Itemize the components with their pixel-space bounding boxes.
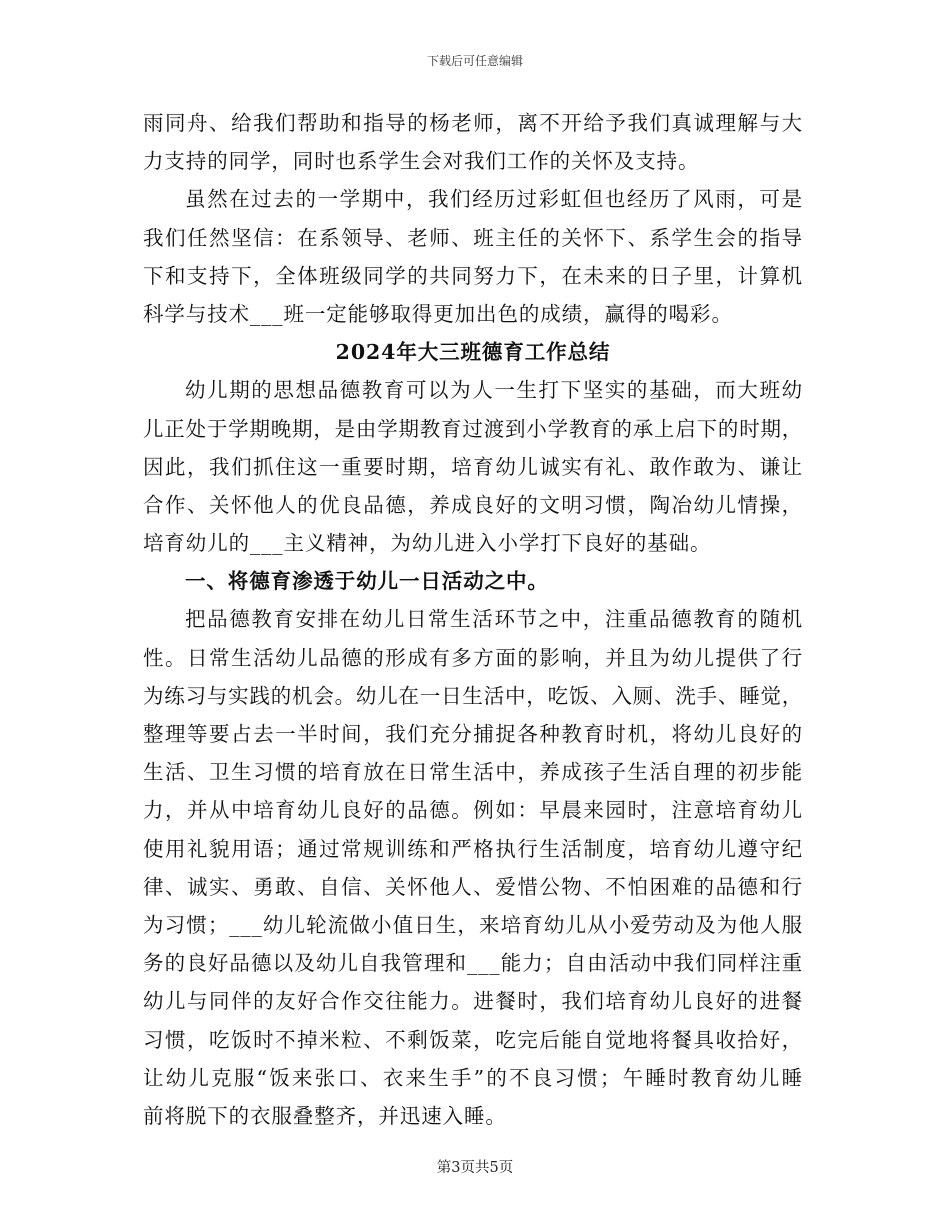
paragraph-line: 因此，我们抓住这一重要时期，培育幼儿诚实有礼、敢作敢为、谦让 — [143, 454, 803, 479]
paragraph-line: 合作、关怀他人的优良品德，养成良好的文明习惯，陶冶幼儿情操， — [143, 492, 803, 517]
paragraph-line: 力，并从中培育幼儿良好的品德。例如：早晨来园时，注意培育幼儿 — [143, 798, 803, 823]
paragraph-line: 整理等要占去一半时间，我们充分捕捉各种教育时机，将幼儿良好的 — [143, 722, 803, 746]
section-heading: 一、将德育渗透于幼儿一日活动之中。 — [185, 569, 549, 594]
paragraph-line: 律、诚实、勇敢、自信、关怀他人、爱惜公物、不怕困难的品德和行 — [143, 874, 803, 899]
paragraph-line: 习惯，吃饭时不掉米粒、不剩饭菜，吃完后能自觉地将餐具收拾好， — [143, 1027, 803, 1052]
paragraph-line: 性。日常生活幼儿品德的形成有多方面的影响，并且为幼儿提供了行 — [143, 645, 803, 670]
paragraph-line: 让幼儿克服“饭来张口、衣来生手”的不良习惯；午睡时教育幼儿睡 — [143, 1065, 803, 1090]
paragraph-line: 儿正处于学期晚期，是由学期教育过渡到小学教育的承上启下的时期， — [143, 416, 803, 441]
section-title: 2024年大三班德育工作总结 — [335, 340, 611, 365]
paragraph-line: 把品德教育安排在幼儿日常生活环节之中，注重品德教育的随机 — [185, 607, 803, 632]
paragraph-line: 幼儿期的思想品德教育可以为人一生打下坚实的基础，而大班幼 — [185, 378, 803, 403]
paragraph-line: 幼儿与同伴的友好合作交往能力。进餐时，我们培育幼儿良好的进餐 — [143, 989, 803, 1014]
page-number-footer: 第3页共5页 — [436, 1160, 514, 1176]
page-header: 下载后可任意编辑 — [426, 54, 523, 68]
paragraph-line: 培育幼儿的___主义精神，为幼儿进入小学打下良好的基础。 — [143, 531, 712, 556]
paragraph-line: 下和支持下，全体班级同学的共同努力下，在未来的日子里，计算机 — [143, 263, 803, 288]
paragraph-line: 生活、卫生习惯的培育放在日常生活中，养成孩子生活自理的初步能 — [143, 760, 803, 785]
document-body — [143, 104, 803, 1135]
paragraph-line: 我们任然坚信：在系领导、老师、班主任的关怀下、系学生会的指导 — [143, 225, 803, 250]
paragraph-line: 力支持的同学，同时也系学生会对我们工作的关怀及支持。 — [143, 149, 700, 174]
paragraph-line: 雨同舟、给我们帮助和指导的杨老师，离不开给予我们真诚理解与大 — [143, 111, 803, 135]
paragraph-line: 为习惯；___幼儿轮流做小值日生，来培育幼儿从小爱劳动及为他人服 — [143, 912, 803, 937]
paragraph-line: 前将脱下的衣服叠整齐，并迅速入睡。 — [143, 1103, 507, 1128]
paragraph-line: 科学与技术___班一定能够取得更加出色的成绩，赢得的喝彩。 — [143, 301, 733, 326]
paragraph-line: 为练习与实践的机会。幼儿在一日生活中，吃饭、入厕、洗手、睡觉， — [143, 683, 803, 708]
paragraph-line: 虽然在过去的一学期中，我们经历过彩虹但也经历了风雨，可是 — [185, 187, 803, 212]
paragraph-line: 使用礼貌用语；通过常规训练和严格执行生活制度，培育幼儿遵守纪 — [143, 836, 803, 861]
paragraph-line: 务的良好品德以及幼儿自我管理和___能力；自由活动中我们同样注重 — [143, 951, 803, 976]
